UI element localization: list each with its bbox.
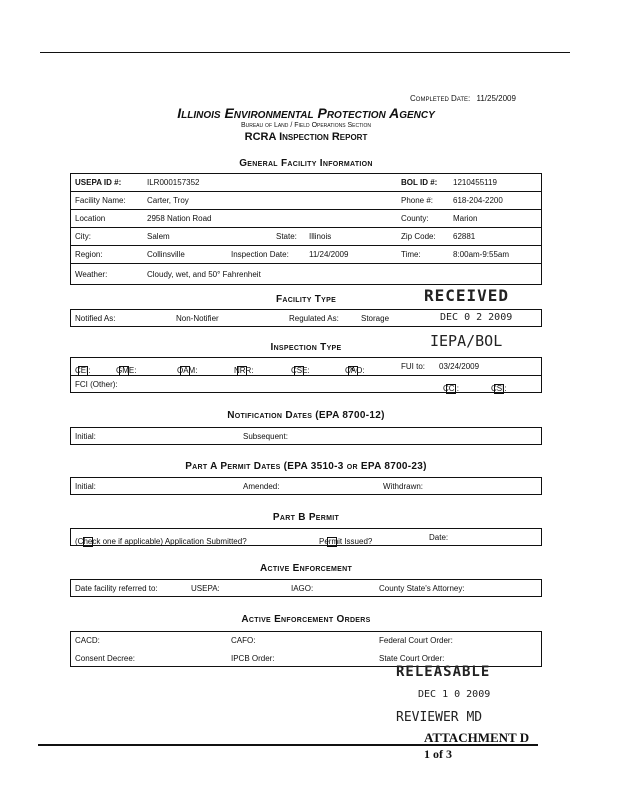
agency-title: Illinois Environmental Protection Agency [177, 105, 435, 121]
reviewer-stamp: REVIEWER MD [396, 710, 483, 725]
notification-subsequent-label: Subsequent: [243, 432, 288, 441]
partb-application-label: (Check one if applicable) Application Submitted? [75, 537, 247, 546]
state-value: Illinois [309, 232, 332, 241]
completed-label: Completed Date: [410, 94, 471, 103]
weather-label: Weather: [75, 270, 108, 279]
enforcement-iago-label: IAGO: [291, 584, 314, 593]
orders-consent-label: Consent Decree: [75, 654, 136, 663]
fci-label: FCI (Other): [75, 380, 118, 389]
bureau-title: Bureau of Land / Field Operations Section [240, 122, 372, 129]
received-date-stamp: DEC 0 2 2009 [440, 312, 513, 323]
parta-amended-label: Amended: [243, 482, 280, 491]
notification-heading: Notification Dates (EPA 8700-12) [227, 410, 385, 421]
row-weather [71, 266, 541, 284]
enforcement-heading: Active Enforcement [259, 563, 353, 574]
enforcement-referred-label: Date facility referred to: [75, 584, 158, 593]
orders-federal-label: Federal Court Order: [379, 636, 453, 645]
enforcement-box [70, 579, 542, 597]
received-stamp: RECEIVED [424, 286, 510, 305]
csi-checkbox[interactable] [494, 384, 504, 394]
permit-issued-checkbox[interactable] [327, 537, 337, 547]
cci-checkbox[interactable] [446, 384, 456, 394]
notified-value: Non-Notifier [176, 314, 219, 323]
regulated-label: Regulated As: [289, 314, 339, 323]
facility-type-heading: Facility Type [275, 294, 337, 305]
weather-value: Cloudy, wet, and 50° Fahrenheit [147, 270, 261, 279]
partb-box [70, 528, 542, 546]
row-facility [71, 192, 541, 210]
orders-ipcb-label: IPCB Order: [231, 654, 275, 663]
region-value: Collinsville [147, 250, 185, 259]
csi-label: CSI: [491, 384, 507, 393]
attachment-label: ATTACHMENT D [424, 730, 530, 745]
parta-initial-label: Initial: [75, 482, 96, 491]
partb-issued-label: Permit Issued? [319, 537, 373, 546]
fui-value: 03/24/2009 [439, 362, 480, 371]
time-value: 8:00am-9:55am [453, 250, 510, 259]
orders-cacd-label: CACD: [75, 636, 100, 645]
cei-label: CEI: [75, 366, 91, 375]
phone-label: Phone #: [401, 196, 434, 205]
parta-box [70, 477, 542, 495]
usepa-label: USEPA ID #: [75, 178, 122, 187]
page-count: 1 of 3 [424, 747, 452, 761]
inspection-type-heading: Inspection Type [270, 342, 342, 353]
iepa-stamp: IEPA/BOL [430, 332, 503, 350]
partb-heading: Part B Permit [272, 512, 340, 523]
county-label: County: [401, 214, 429, 223]
gme-label: GME: [116, 366, 137, 375]
cci-label: CCI: [443, 384, 459, 393]
city-value: Salem [147, 232, 170, 241]
city-label: City: [75, 232, 91, 241]
phone-value: 618-204-2200 [453, 196, 503, 205]
state-label: State: [276, 232, 297, 241]
inspdate-label: Inspection Date: [231, 250, 289, 259]
county-value: Marion [453, 214, 478, 223]
row-location [71, 210, 541, 228]
usepa-value: ILR000157352 [147, 178, 200, 187]
parta-withdrawn-label: Withdrawn: [383, 482, 424, 491]
orders-state-label: State Court Order: [379, 654, 445, 663]
releasable-stamp: RELEASABLE [396, 664, 491, 680]
row-usepa [71, 174, 541, 192]
completed-value: 11/25/2009 [476, 94, 516, 103]
top-rule [40, 52, 570, 53]
zip-value: 62881 [453, 232, 476, 241]
row-region [71, 246, 541, 264]
inspdate-value: 11/24/2009 [309, 250, 349, 259]
nrr-label: NRR: [234, 366, 254, 375]
partb-date-label: Date: [429, 533, 449, 542]
row-city [71, 228, 541, 246]
inspection-type-box [70, 357, 542, 393]
facility-label: Facility Name: [75, 196, 126, 205]
zip-label: Zip Code: [401, 232, 436, 241]
region-label: Region: [75, 250, 103, 259]
facility-value: Carter, Troy [147, 196, 189, 205]
application-submitted-checkbox[interactable] [83, 537, 93, 547]
orders-box [70, 631, 542, 667]
notified-label: Notified As: [75, 314, 116, 323]
location-value: 2958 Nation Road [147, 214, 212, 223]
general-heading: General Facility Information [239, 158, 373, 169]
enforcement-county-label: County State's Attorney: [379, 584, 465, 593]
time-label: Time: [401, 250, 421, 259]
bol-value: 1210455119 [453, 178, 497, 187]
orders-cafo-label: CAFO: [231, 636, 256, 645]
cao-label: CAO: [345, 366, 365, 375]
completed-date [410, 94, 516, 103]
fui-label: FUI to: [401, 362, 426, 371]
orders-heading: Active Enforcement Orders [241, 614, 371, 625]
notification-initial-label: Initial: [75, 432, 96, 441]
cse-label: CSE: [291, 366, 310, 375]
bol-label: BOL ID #: [401, 178, 438, 187]
location-label: Location [75, 214, 106, 223]
enforcement-usepa-label: USEPA: [191, 584, 220, 593]
notification-box [70, 427, 542, 445]
parta-heading: Part A Permit Dates (EPA 3510-3 or EPA 8700-23) [185, 461, 427, 472]
general-info-box [70, 173, 542, 285]
release-date-stamp: DEC 1 0 2009 [418, 689, 491, 700]
report-title: RCRA Inspection Report [244, 131, 368, 143]
oam-label: OAM: [177, 366, 198, 375]
regulated-value: Storage [361, 314, 390, 323]
